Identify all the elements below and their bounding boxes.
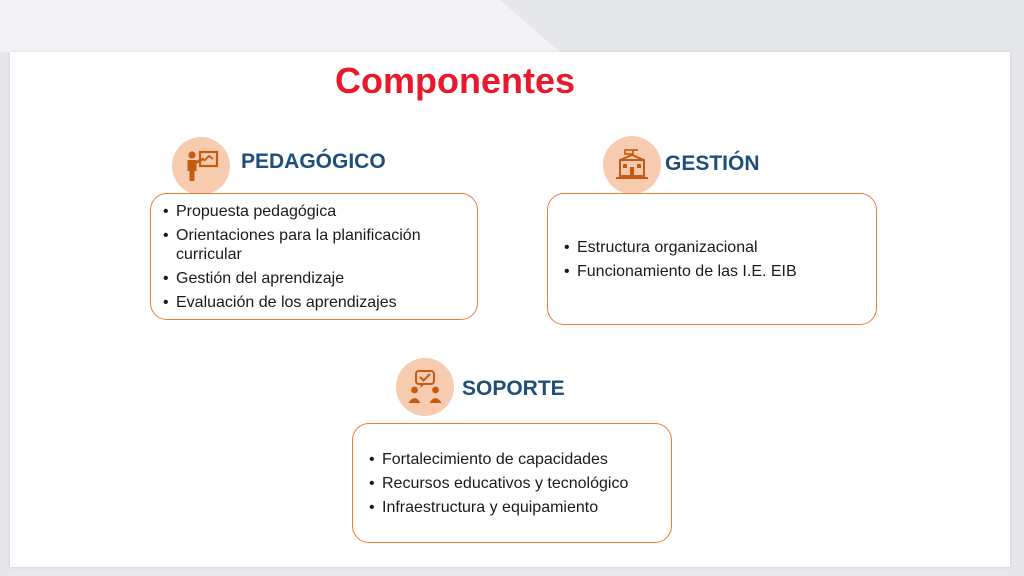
pedagogico-box — [150, 193, 478, 320]
support-people-icon — [396, 358, 454, 416]
list-item: • Estructura organizacional — [564, 238, 874, 257]
gestion-heading: GESTIÓN — [665, 152, 760, 175]
soporte-box — [352, 423, 672, 543]
pedagogico-list — [163, 202, 473, 317]
list-item: • Recursos educativos y tecnológico — [369, 474, 669, 493]
slide-title: Componentes — [334, 60, 575, 101]
list-item: • Evaluación de los aprendizajes — [163, 293, 473, 312]
teacher-presenting-icon — [172, 137, 230, 195]
gestion-box — [547, 193, 877, 325]
school-building-icon — [603, 136, 661, 194]
list-item: • Orientaciones para la planificación curricular — [163, 226, 473, 264]
list-item: • Gestión del aprendizaje — [163, 269, 473, 288]
pedagogico-heading: PEDAGÓGICO — [241, 150, 386, 173]
list-item: • Infraestructura y equipamiento — [369, 498, 669, 517]
gestion-list — [564, 238, 874, 286]
soporte-heading: SOPORTE — [462, 377, 565, 400]
soporte-list — [369, 450, 669, 522]
list-item: • Propuesta pedagógica — [163, 202, 473, 221]
list-item: • Fortalecimiento de capacidades — [369, 450, 669, 469]
list-item: • Funcionamiento de las I.E. EIB — [564, 262, 874, 281]
